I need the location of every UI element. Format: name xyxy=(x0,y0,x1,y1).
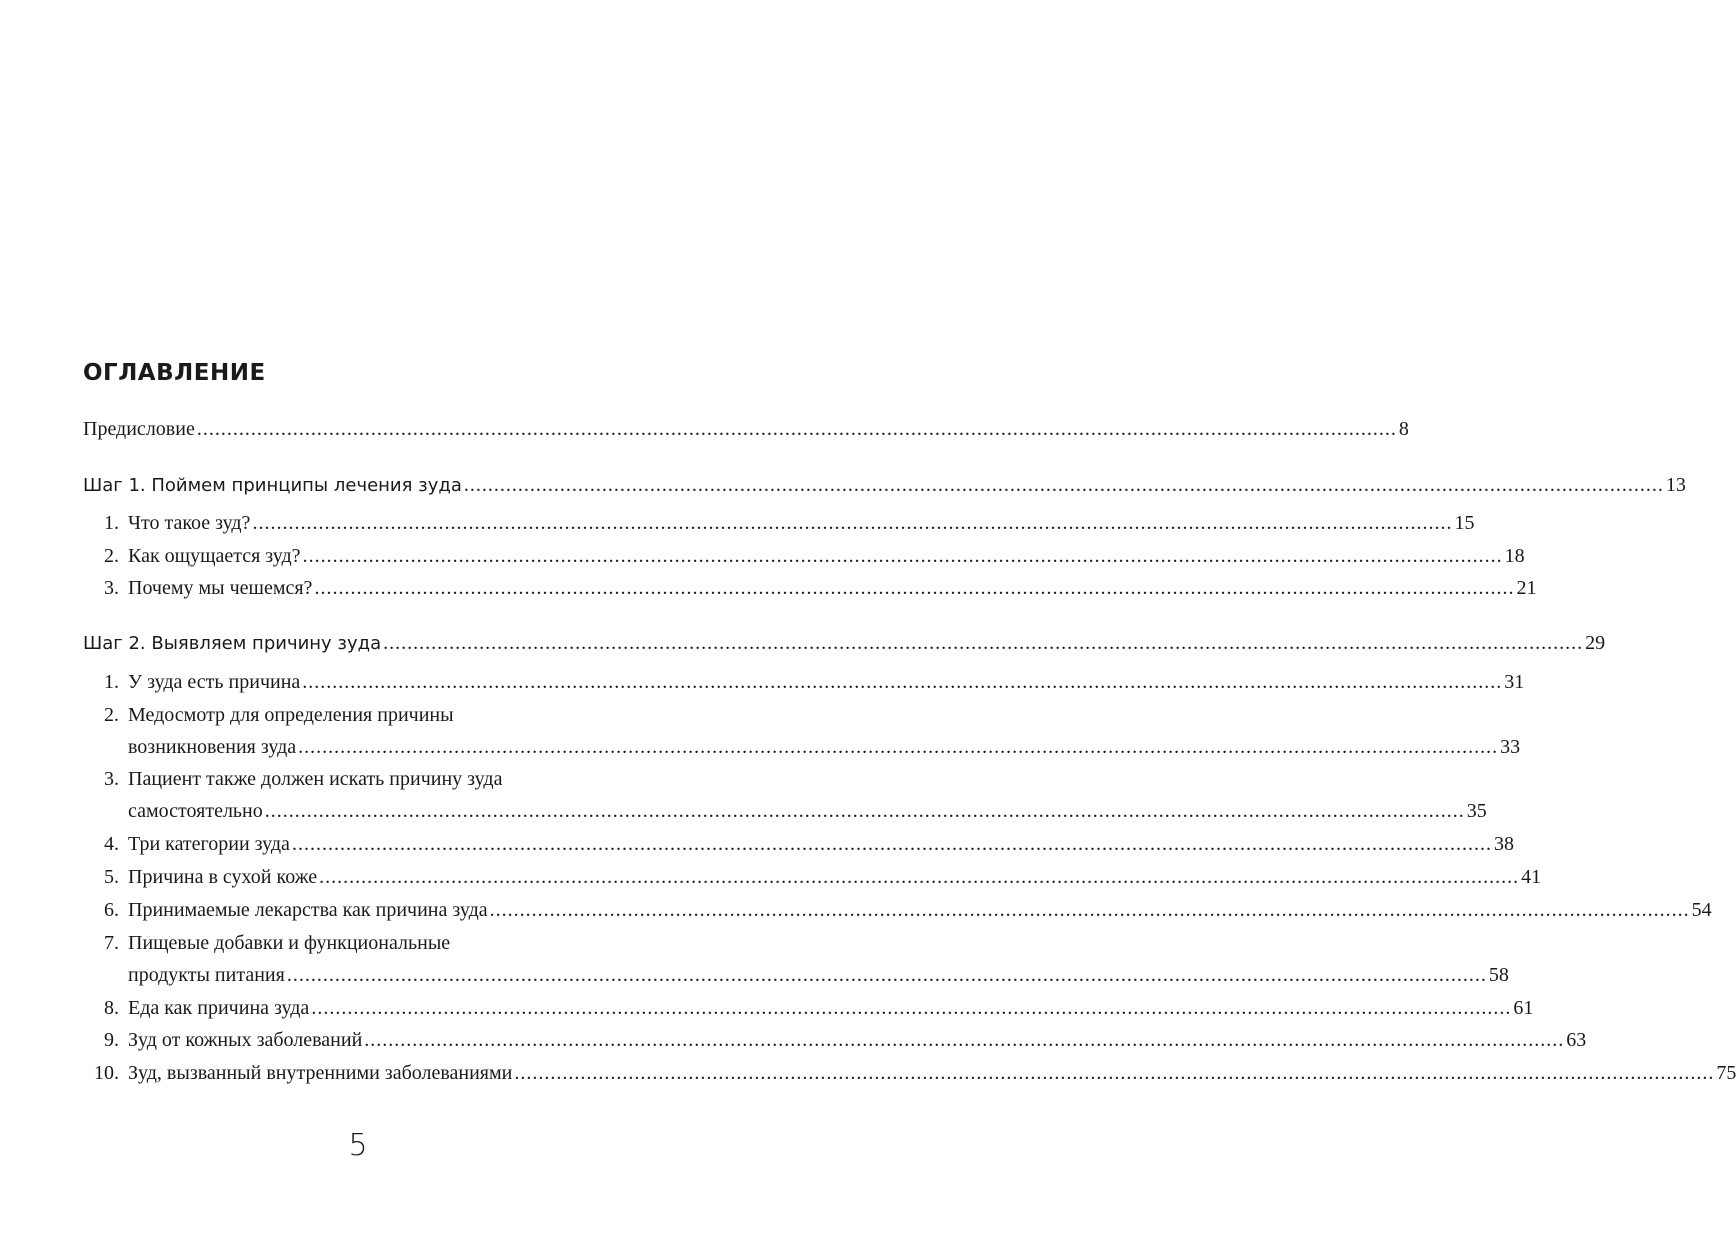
toc-entry-number: 3. xyxy=(104,768,119,790)
leader-dots: ........................................................................................................................................................................................................ xyxy=(252,512,1453,534)
toc-entry-2-7-line2[interactable] xyxy=(83,960,1509,990)
leader-dots: ........................................................................................................................................................................................................ xyxy=(302,545,1503,567)
toc-entry-number: 10. xyxy=(94,1062,119,1084)
toc-entry-page: 21 xyxy=(1516,577,1537,599)
toc-entry-label: У зуда есть причина xyxy=(128,671,301,693)
toc-entry-label: продукты питания xyxy=(128,964,285,986)
toc-entry-number: 6. xyxy=(104,899,119,921)
leader-dots: ........................................................................................................................................................................................................ xyxy=(489,899,1690,921)
toc-entry-page: 29 xyxy=(1585,632,1606,654)
leader-dots: ........................................................................................................................................................................................................ xyxy=(302,671,1503,693)
toc-entry-page: 38 xyxy=(1493,833,1514,855)
toc-entry-2-3-line1[interactable] xyxy=(83,764,632,794)
leader-dots: ........................................................................................................................................................................................................ xyxy=(514,1062,1715,1084)
toc-entry-page: 75 xyxy=(1716,1062,1736,1084)
toc-entry-2-1[interactable] xyxy=(83,667,1525,697)
toc-entry-page: 13 xyxy=(1665,474,1686,496)
leader-dots: ........................................................................................................................................................................................................ xyxy=(383,632,1584,654)
toc-entry-number: 1. xyxy=(104,671,119,693)
toc-entry-2-3-line2[interactable] xyxy=(83,796,1487,826)
toc-entry-label: Как ощущается зуд? xyxy=(128,545,301,567)
toc-entry-1-3[interactable] xyxy=(83,573,1537,603)
toc-entry-page: 15 xyxy=(1454,512,1475,534)
toc-entry-label: самостоятельно xyxy=(128,800,263,822)
leader-dots: ........................................................................................................................................................................................................ xyxy=(264,800,1465,822)
toc-entry-number: 9. xyxy=(104,1029,119,1051)
toc-step-label: Шаг 1. Поймем принципы лечения зуда xyxy=(83,475,462,496)
toc-entry-page: 31 xyxy=(1504,671,1525,693)
toc-entry-2-5[interactable] xyxy=(83,862,1542,892)
toc-entry-label: Почему мы чешемся? xyxy=(128,577,313,599)
toc-entry-2-7-line1[interactable] xyxy=(83,928,632,958)
leader-dots: ........................................................................................................................................................................................................ xyxy=(286,964,1487,986)
toc-entry-step-1[interactable] xyxy=(83,470,1686,500)
toc-entry-label: Что такое зуд? xyxy=(128,512,251,534)
toc-entry-step-2[interactable] xyxy=(83,628,1606,658)
toc-entry-label: Медосмотр для определения причины xyxy=(128,704,454,726)
toc-entry-2-2-line1[interactable] xyxy=(83,700,632,730)
toc-entry-page: 61 xyxy=(1513,997,1534,1019)
toc-entry-number: 8. xyxy=(104,997,119,1019)
toc-entry-page: 33 xyxy=(1500,736,1521,758)
toc-entry-label: Три категории зуда xyxy=(128,833,290,855)
leader-dots: ........................................................................................................................................................................................................ xyxy=(291,833,1492,855)
toc-step-label: Шаг 2. Выявляем причину зуда xyxy=(83,633,382,654)
toc-entry-label: Пациент также должен искать причину зуда xyxy=(128,768,503,790)
toc-entry-label: Причина в сухой коже xyxy=(128,866,318,888)
toc-entry-number: 1. xyxy=(104,512,119,534)
toc-entry-label: Принимаемые лекарства как причина зуда xyxy=(128,899,488,921)
toc-entry-label: Зуд, вызванный внутренними заболеваниями xyxy=(128,1062,513,1084)
toc-entry-page: 41 xyxy=(1521,866,1542,888)
toc-title: ОГЛАВЛЕНИЕ xyxy=(83,360,266,386)
toc-entry-number: 4. xyxy=(104,833,119,855)
toc-entry-label: Предисловие xyxy=(83,418,195,440)
leader-dots: ........................................................................................................................................................................................................ xyxy=(196,418,1397,440)
toc-entry-number: 5. xyxy=(104,866,119,888)
toc-entry-page: 58 xyxy=(1488,964,1509,986)
leader-dots: ........................................................................................................................................................................................................ xyxy=(364,1029,1565,1051)
toc-entry-label: Еда как причина зуда xyxy=(128,997,310,1019)
toc-entry-2-10[interactable] xyxy=(83,1058,1736,1088)
toc-entry-page: 35 xyxy=(1466,800,1487,822)
toc-entry-number: 7. xyxy=(104,932,119,954)
toc-entry-2-6[interactable] xyxy=(83,895,1712,925)
toc-entry-label: возникновения зуда xyxy=(128,736,297,758)
toc-entry-1-1[interactable] xyxy=(83,508,1475,538)
toc-entry-page: 18 xyxy=(1504,545,1525,567)
toc-entry-preface[interactable] xyxy=(83,414,1409,444)
leader-dots: ........................................................................................................................................................................................................ xyxy=(314,577,1515,599)
leader-dots: ........................................................................................................................................................................................................ xyxy=(311,997,1512,1019)
toc-entry-page: 54 xyxy=(1691,899,1712,921)
page-number: 5 xyxy=(348,1128,368,1163)
toc-entry-number: 2. xyxy=(104,545,119,567)
leader-dots: ........................................................................................................................................................................................................ xyxy=(463,474,1664,496)
toc-entry-2-2-line2[interactable] xyxy=(83,732,1521,762)
toc-entry-number: 2. xyxy=(104,704,119,726)
leader-dots: ........................................................................................................................................................................................................ xyxy=(319,866,1520,888)
toc-entry-label: Пищевые добавки и функциональные xyxy=(128,932,451,954)
toc-entry-2-4[interactable] xyxy=(83,829,1514,859)
toc-entry-page: 63 xyxy=(1566,1029,1587,1051)
leader-dots: ........................................................................................................................................................................................................ xyxy=(298,736,1499,758)
toc-entry-number: 3. xyxy=(104,577,119,599)
toc-entry-page: 8 xyxy=(1398,418,1409,440)
toc-entry-2-8[interactable] xyxy=(83,993,1534,1023)
toc-entry-label: Зуд от кожных заболеваний xyxy=(128,1029,363,1051)
toc-entry-1-2[interactable] xyxy=(83,541,1525,571)
toc-entry-2-9[interactable] xyxy=(83,1025,1587,1055)
